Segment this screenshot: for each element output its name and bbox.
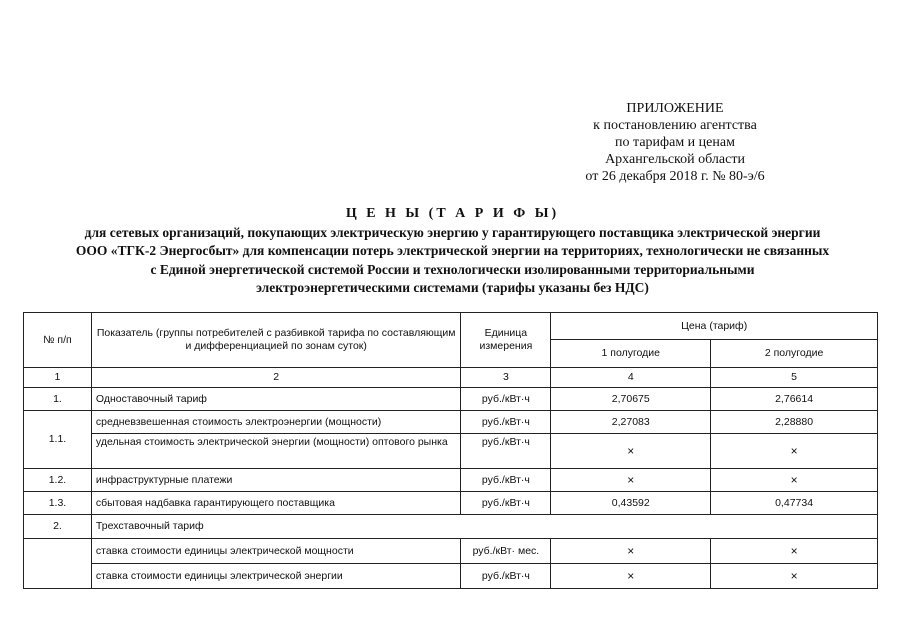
approval-line: Архангельской области	[605, 152, 745, 167]
row-value-h2: ×	[711, 539, 878, 564]
row-value-h1: ×	[551, 564, 711, 589]
approval-line: к постановлению агентства	[593, 118, 757, 133]
header-half1: 1 полугодие	[551, 340, 711, 368]
row-num: 1.1.	[24, 411, 92, 469]
row-name: Одноставочный тариф	[91, 388, 461, 411]
row-value-h2: ×	[711, 564, 878, 589]
row-unit: руб./кВт·ч	[461, 492, 551, 515]
row-value-h2: 2,76614	[711, 388, 878, 411]
table-row	[24, 539, 878, 564]
table-row	[24, 515, 878, 539]
row-unit: руб./кВт·ч	[461, 434, 551, 469]
row-name: средневзвешенная стоимость электроэнергии (мощности)	[91, 411, 461, 434]
column-number: 3	[461, 368, 551, 388]
row-num	[24, 539, 92, 589]
row-num: 1.2.	[24, 469, 92, 492]
row-value-h2: 0,47734	[711, 492, 878, 515]
row-value-h1: 2,70675	[551, 388, 711, 411]
document-title	[15, 205, 890, 298]
row-name: ставка стоимости единицы электрической энергии	[91, 564, 461, 589]
tariff-table	[23, 312, 878, 589]
row-value-h2: ×	[711, 469, 878, 492]
row-name: Трехставочный тариф	[91, 515, 877, 539]
row-unit: руб./кВт·ч	[461, 469, 551, 492]
table-row	[24, 411, 878, 434]
approval-block	[545, 100, 805, 185]
title-main: Ц Е Н Ы (Т А Р И Ф Ы)	[345, 206, 560, 221]
approval-heading: ПРИЛОЖЕНИЕ	[626, 101, 724, 116]
title-line: для сетевых организаций, покупающих электрическую энергию у гарантирующего поставщика электрической энергии	[84, 224, 821, 240]
table-row	[24, 564, 878, 589]
table-row	[24, 434, 878, 469]
column-number: 1	[24, 368, 92, 388]
header-num: № п/п	[24, 313, 92, 368]
row-num: 1.	[24, 388, 92, 411]
title-line: с Единой энергетической системой России и технологически изолированными территориальными	[150, 261, 755, 277]
row-unit: руб./кВт· мес.	[461, 539, 551, 564]
column-number: 4	[551, 368, 711, 388]
row-value-h1: ×	[551, 539, 711, 564]
header-unit: Единица измерения	[461, 313, 551, 368]
title-line: электроэнергетическими системами (тарифы указаны без НДС)	[256, 280, 649, 295]
row-num: 2.	[24, 515, 92, 539]
row-value-h1: ×	[551, 469, 711, 492]
approval-line: по тарифам и ценам	[615, 135, 735, 150]
row-unit: руб./кВт·ч	[461, 411, 551, 434]
row-value-h1: 0,43592	[551, 492, 711, 515]
table-row	[24, 492, 878, 515]
table-row	[24, 469, 878, 492]
row-value-h1: ×	[551, 434, 711, 469]
row-name: инфраструктурные платежи	[91, 469, 461, 492]
row-name: сбытовая надбавка гарантирующего поставщика	[91, 492, 461, 515]
row-name: ставка стоимости единицы электрической мощности	[91, 539, 461, 564]
header-price: Цена (тариф)	[551, 313, 878, 340]
row-unit: руб./кВт·ч	[461, 388, 551, 411]
row-num: 1.3.	[24, 492, 92, 515]
approval-date: от 26 декабря 2018 г. № 80-э/6	[585, 169, 765, 184]
title-line: ООО «ТГК-2 Энергосбыт» для компенсации потерь электрической энергии на территориях, технологически не связанных	[75, 243, 830, 258]
column-number: 2	[91, 368, 461, 388]
header-indicator: Показатель (группы потребителей с разбивкой тарифа по составляющим и дифференциацией по зонам суток)	[91, 313, 461, 368]
column-number: 5	[711, 368, 878, 388]
row-unit: руб./кВт·ч	[461, 564, 551, 589]
row-name: удельная стоимость электрической энергии (мощности) оптового рынка	[91, 434, 461, 469]
row-value-h1: 2,27083	[551, 411, 711, 434]
table-row	[24, 388, 878, 411]
row-value-h2: 2,28880	[711, 411, 878, 434]
row-value-h2: ×	[711, 434, 878, 469]
header-half2: 2 полугодие	[711, 340, 878, 368]
